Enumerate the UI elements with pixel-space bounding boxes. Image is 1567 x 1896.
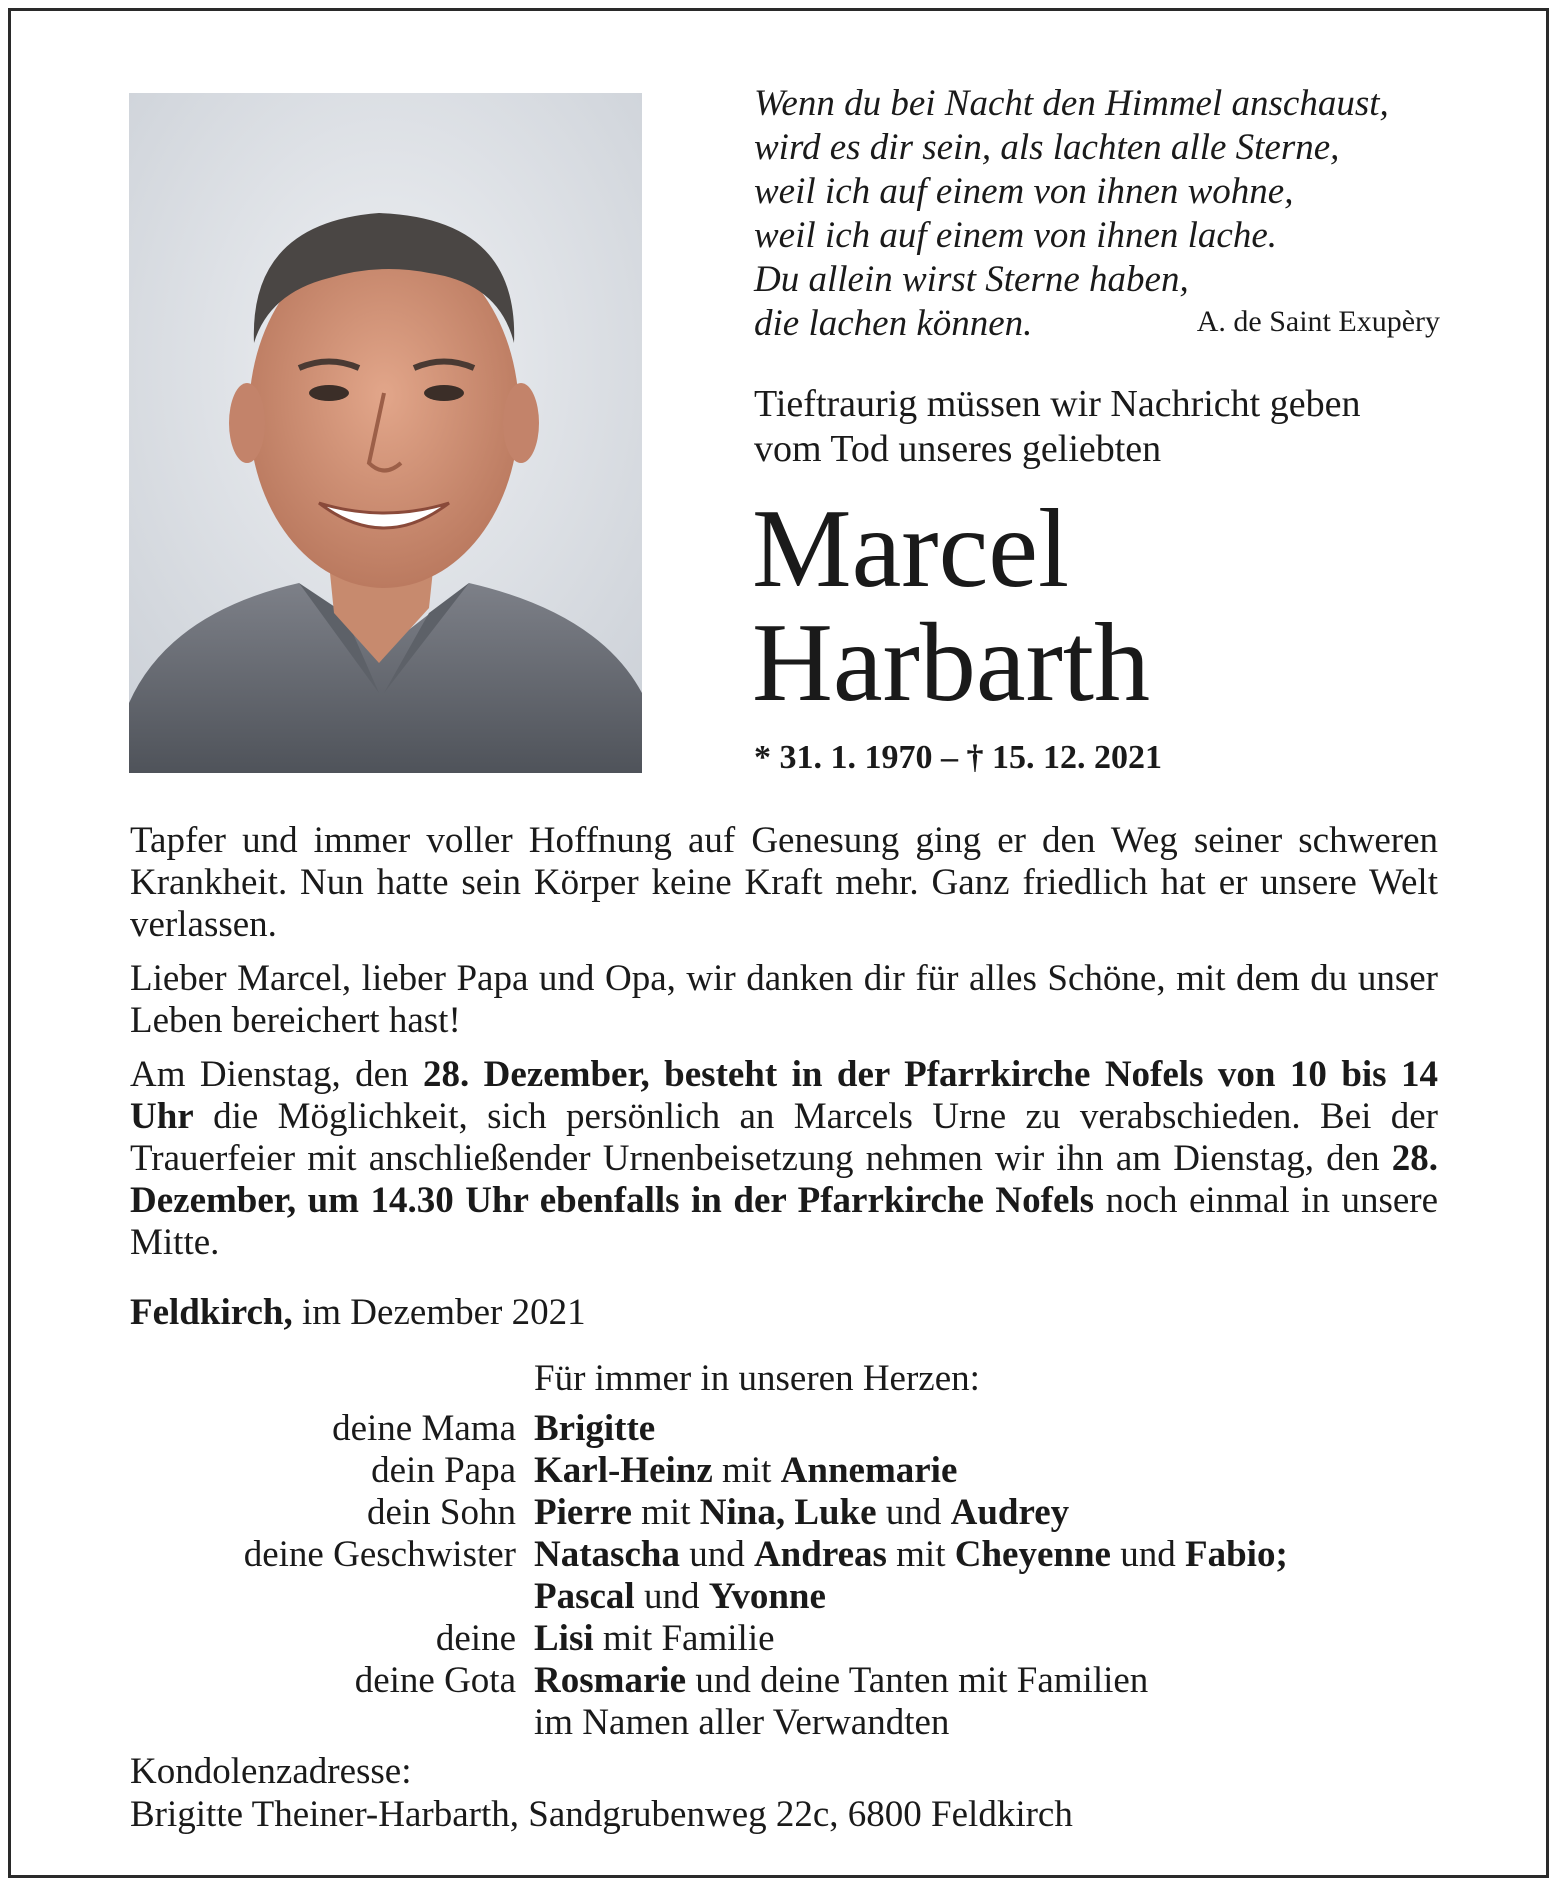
relative-names: Brigitte: [534, 1408, 656, 1449]
paragraph-2: Lieber Marcel, lieber Papa und Opa, wir danken dir für alles Schöne, mit dem du unser Leben bereichert hast!: [130, 958, 1438, 1041]
paragraph-3: [130, 1054, 1438, 1264]
life-dates: * 31. 1. 1970 – † 15. 12. 2021: [754, 739, 1162, 776]
condolence-label: Kondolenzadresse:: [130, 1751, 412, 1792]
p3-bold-d: 28. Dezember, um 14.30 Uhr ebenfalls in der Pfarrkirche Nofels: [130, 1138, 1438, 1221]
family-row: [130, 1408, 1450, 1450]
family-row: [130, 1450, 1450, 1492]
intro-line-2: vom Tod unseres geliebten: [754, 428, 1162, 470]
relative-names: Pascal und Yvonne: [534, 1576, 826, 1617]
heart-line: Für immer in unseren Herzen:: [534, 1358, 980, 1399]
family-row: [130, 1618, 1450, 1660]
poem-line: Du allein wirst Sterne haben,: [754, 259, 1189, 300]
intro-text: [754, 382, 1454, 472]
relative-names: Natascha und Andreas mit Cheyenne und Fabio;: [534, 1534, 1288, 1575]
poem-line: Wenn du bei Nacht den Himmel anschaust,: [754, 83, 1389, 124]
portrait-photo: [129, 93, 642, 773]
poem-quote: [754, 82, 1440, 346]
p3-text-a: Am Dienstag, den: [130, 1054, 423, 1095]
relation-label: dein Sohn: [366, 1492, 516, 1533]
family-row: [130, 1576, 1450, 1618]
relation-label: [130, 1702, 534, 1744]
family-row: [130, 1660, 1450, 1702]
relation-label: dein Papa: [371, 1450, 516, 1491]
poem-line: weil ich auf einem von ihnen wohne,: [754, 171, 1294, 212]
p3-bold-b: 28. Dezember, besteht in der Pfarrkirche Nofels von 10 bis 14 Uhr: [130, 1054, 1439, 1137]
poem-line: die lachen können.: [754, 303, 1033, 344]
family-row: [130, 1492, 1450, 1534]
relation-label: deine Geschwister: [243, 1534, 516, 1575]
notice-body: [130, 820, 1438, 1276]
p3-text-c: die Möglichkeit, sich persönlich an Marcels Urne zu verabschieden. Bei der Trauerfeier mit anschließender Urnenbeisetzung nehmen wir ihn am Dienstag, den: [130, 1096, 1438, 1179]
relatives-note: im Namen aller Verwandten: [534, 1702, 950, 1743]
condolence-address-line: Brigitte Theiner-Harbarth, Sandgrubenweg 22c, 6800 Feldkirch: [130, 1794, 1073, 1835]
relative-names: Lisi mit Familie: [534, 1618, 775, 1659]
intro-line-1: Tieftraurig müssen wir Nachricht geben: [754, 383, 1361, 425]
relative-names: Karl-Heinz mit Annemarie: [534, 1450, 958, 1491]
poem-line: weil ich auf einem von ihnen lache.: [754, 215, 1277, 256]
place-month: im Dezember 2021: [292, 1292, 586, 1333]
place-date: [130, 1292, 586, 1334]
first-name: Marcel: [752, 487, 1070, 611]
relation-label: deine: [435, 1618, 516, 1659]
relative-names: Pierre mit Nina, Luke und Audrey: [534, 1492, 1070, 1533]
poem-author: A. de Saint Exupèry: [1196, 305, 1440, 338]
relative-names: Rosmarie und deine Tanten mit Familien: [534, 1660, 1149, 1701]
family-list: [130, 1408, 1450, 1744]
p3-text-e: noch einmal in unsere Mitte.: [130, 1180, 1439, 1263]
family-row: [130, 1702, 1450, 1744]
family-row: [130, 1534, 1450, 1576]
relation-label: [130, 1576, 534, 1618]
place-city: Feldkirch,: [130, 1292, 293, 1333]
relation-label: deine Mama: [332, 1408, 516, 1449]
condolence-address: [130, 1750, 1073, 1836]
deceased-name: [752, 487, 1151, 725]
paragraph-1: Tapfer und immer voller Hoffnung auf Genesung ging er den Weg seiner schweren Krankheit. Nun hatte sein Körper keine Kraft mehr. Ganz friedlich hat er unsere Welt verlassen.: [130, 820, 1438, 945]
last-name: Harbarth: [752, 601, 1151, 725]
poem-line: wird es dir sein, als lachten alle Sterne,: [754, 127, 1340, 168]
relation-label: deine Gota: [354, 1660, 516, 1701]
